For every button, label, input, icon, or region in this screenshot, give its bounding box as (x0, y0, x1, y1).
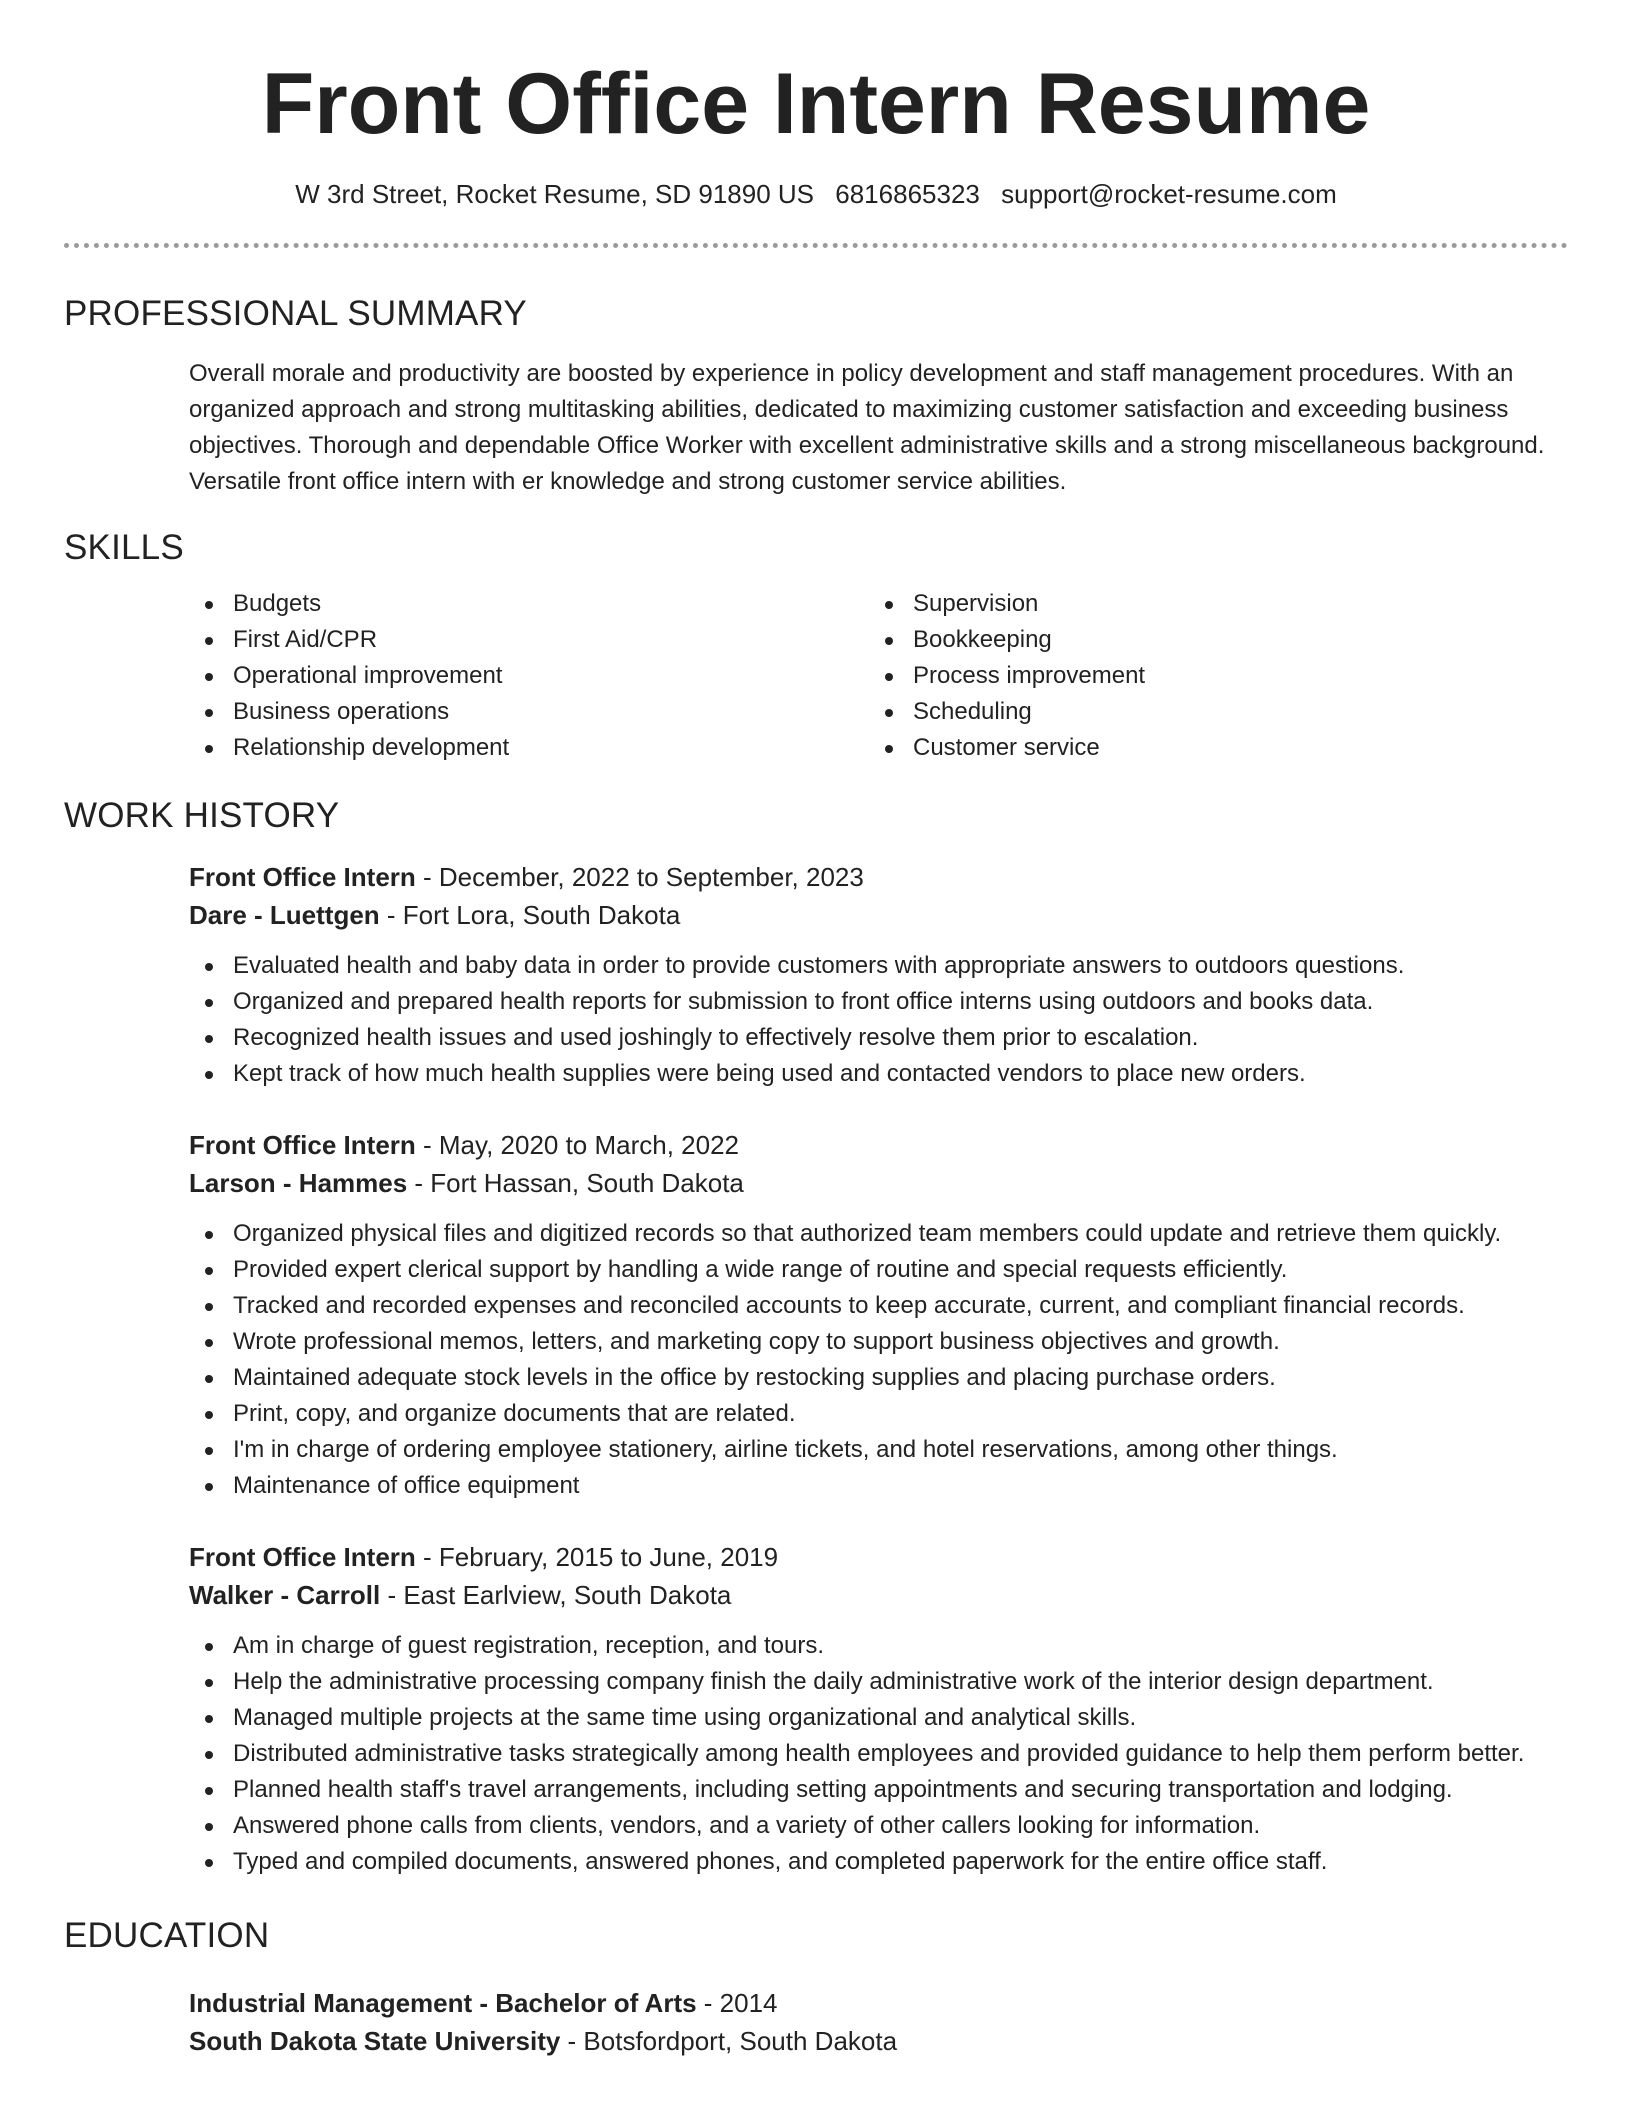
education-school: South Dakota State University (189, 2026, 561, 2056)
job-bullet: Answered phone calls from clients, vendors, and a variety of other callers looking for information. (189, 1808, 1568, 1844)
job-title-line (189, 1538, 1568, 1576)
job-bullet: Help the administrative processing company finish the daily administrative work of the interior design department. (189, 1664, 1568, 1700)
job-location: - East Earlview, South Dakota (380, 1580, 732, 1610)
summary-heading: PROFESSIONAL SUMMARY (64, 294, 527, 333)
skills-heading: SKILLS (64, 528, 184, 567)
job-bullets (189, 948, 1568, 1092)
skill-item: Supervision (869, 586, 1549, 622)
skill-item: Bookkeeping (869, 622, 1549, 658)
resume-title: Front Office Intern Resume (261, 56, 1371, 152)
contact-phone: 6816865323 (835, 179, 980, 209)
skill-item: Relationship development (189, 730, 869, 766)
contact-email: support@rocket-resume.com (1001, 179, 1337, 209)
header-divider (64, 243, 1568, 248)
job-bullet: Distributed administrative tasks strategically among health employees and provided guidance to help them perform better. (189, 1736, 1568, 1772)
job-company-line (189, 896, 1568, 934)
job-bullet: Kept track of how much health supplies were being used and contacted vendors to place new orders. (189, 1056, 1568, 1092)
skills-list (189, 586, 1632, 766)
job-company-line (189, 1164, 1568, 1202)
job-bullet: Am in charge of guest registration, reception, and tours. (189, 1628, 1568, 1664)
skill-item: Process improvement (869, 658, 1549, 694)
job-bullet: Planned health staff's travel arrangements, including setting appointments and securing transportation and lodging. (189, 1772, 1568, 1808)
job-bullet: Organized and prepared health reports for submission to front office interns using outdoors and books data. (189, 984, 1568, 1020)
job-title-line (189, 1126, 1568, 1164)
summary-text: Overall morale and productivity are boosted by experience in policy development and staff management procedures. With an organized approach and strong multitasking abilities, dedicated to maximizing customer satisfaction and exceeding business objectives. Thorough and dependable Office Worker with excellent administrative skills and a strong miscellaneous background. Versatile front office intern with er knowledge and strong customer service abilities. (189, 360, 1545, 495)
job-bullets (189, 1628, 1568, 1880)
job-bullets (189, 1216, 1568, 1504)
job-entry (189, 1538, 1568, 1880)
job-bullet: Typed and compiled documents, answered phones, and completed paperwork for the entire office staff. (189, 1844, 1568, 1880)
skill-item: Operational improvement (189, 658, 869, 694)
job-bullet: Tracked and recorded expenses and reconciled accounts to keep accurate, current, and compliant financial records. (189, 1288, 1568, 1324)
skill-item: Budgets (189, 586, 869, 622)
job-dates: - May, 2020 to March, 2022 (415, 1130, 740, 1160)
job-bullet: Organized physical files and digitized records so that authorized team members could update and retrieve them quickly. (189, 1216, 1568, 1252)
education-year: - 2014 (696, 1988, 778, 2018)
skills-column-left (189, 586, 869, 766)
education-heading: EDUCATION (64, 1916, 270, 1955)
job-bullet: Maintenance of office equipment (189, 1468, 1568, 1504)
skill-item: First Aid/CPR (189, 622, 869, 658)
job-bullet: I'm in charge of ordering employee stationery, airline tickets, and hotel reservations, among other things. (189, 1432, 1568, 1468)
job-bullet: Print, copy, and organize documents that are related. (189, 1396, 1568, 1432)
skill-item: Customer service (869, 730, 1549, 766)
job-bullet: Evaluated health and baby data in order to provide customers with appropriate answers to outdoors questions. (189, 948, 1568, 984)
job-bullet: Provided expert clerical support by handling a wide range of routine and special requests efficiently. (189, 1252, 1568, 1288)
job-bullet: Maintained adequate stock levels in the office by restocking supplies and placing purchase orders. (189, 1360, 1568, 1396)
education-degree: Industrial Management - Bachelor of Arts (189, 1988, 697, 2018)
job-role: Front Office Intern (189, 1130, 416, 1160)
job-dates: - December, 2022 to September, 2023 (415, 862, 864, 892)
contact-address: W 3rd Street, Rocket Resume, SD 91890 US (295, 179, 815, 209)
work-history-heading: WORK HISTORY (64, 796, 340, 835)
job-bullet: Recognized health issues and used joshingly to effectively resolve them prior to escalation. (189, 1020, 1568, 1056)
job-role: Front Office Intern (189, 862, 416, 892)
job-company: Dare - Luettgen (189, 900, 380, 930)
job-location: - Fort Lora, South Dakota (379, 900, 681, 930)
job-entry (189, 1126, 1568, 1504)
job-dates: - February, 2015 to June, 2019 (415, 1542, 779, 1572)
education-degree-line (189, 1984, 1568, 2022)
contact-line (0, 178, 1632, 210)
job-entry (189, 858, 1568, 1092)
job-company-line (189, 1576, 1568, 1614)
job-bullet: Managed multiple projects at the same time using organizational and analytical skills. (189, 1700, 1568, 1736)
education-school-line (189, 2022, 1568, 2060)
skill-item: Business operations (189, 694, 869, 730)
job-company: Walker - Carroll (189, 1580, 381, 1610)
education-entry (189, 1984, 1568, 2060)
job-bullet: Wrote professional memos, letters, and marketing copy to support business objectives and growth. (189, 1324, 1568, 1360)
skill-item: Scheduling (869, 694, 1549, 730)
job-role: Front Office Intern (189, 1542, 416, 1572)
job-title-line (189, 858, 1568, 896)
job-company: Larson - Hammes (189, 1168, 408, 1198)
education-location: - Botsfordport, South Dakota (560, 2026, 898, 2056)
job-location: - Fort Hassan, South Dakota (407, 1168, 744, 1198)
skills-column-right (869, 586, 1549, 766)
